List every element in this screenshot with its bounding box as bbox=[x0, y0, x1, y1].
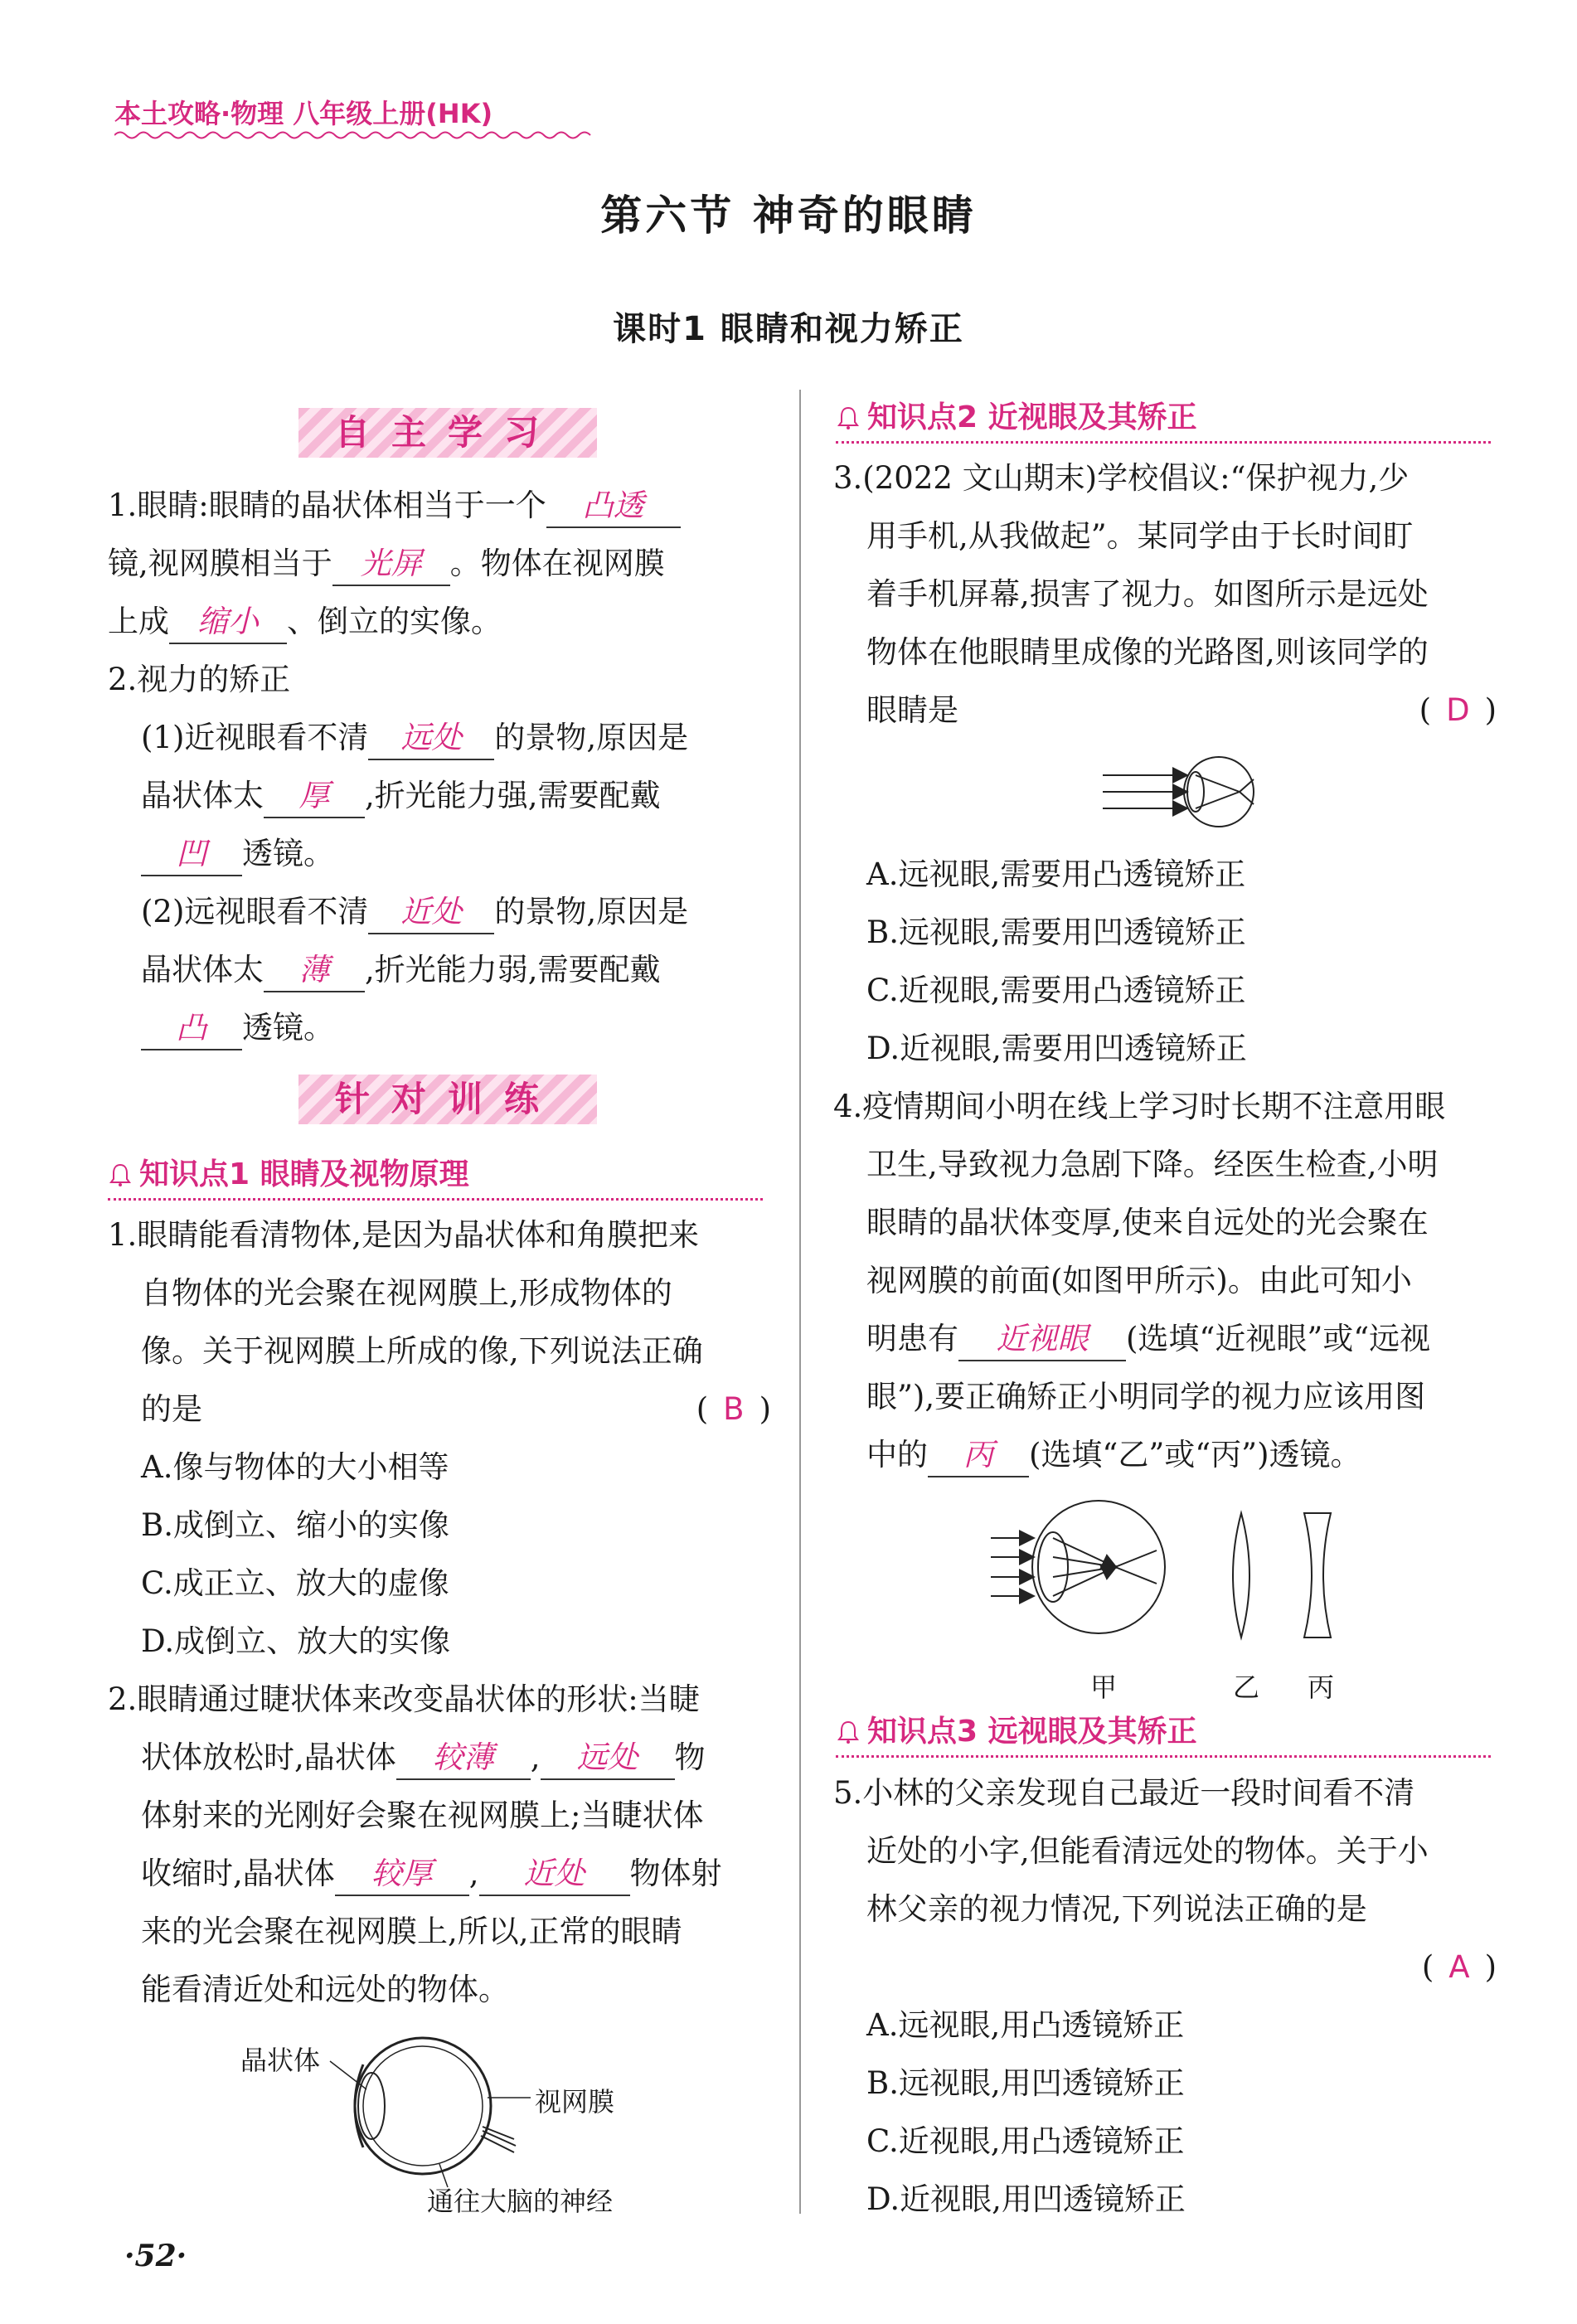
bell-icon bbox=[836, 405, 861, 430]
q1-line: 1.眼睛能看清物体,是因为晶状体和角膜把来 bbox=[108, 1217, 700, 1253]
q2-line: 2.眼睛通过睫状体来改变晶状体的形状:当睫 bbox=[108, 1681, 700, 1717]
answer-blank: 缩小 bbox=[169, 601, 287, 644]
lesson-subtitle: 课时1 眼睛和视力矫正 bbox=[613, 310, 964, 348]
answer-blank: 厚 bbox=[264, 775, 365, 818]
q4-line: 卫生,导致视力急剧下降。经医生检查,小明 bbox=[866, 1147, 1439, 1182]
question-1 bbox=[108, 1206, 771, 1671]
ss-q2-2-line3: 凸 透镜。 bbox=[108, 999, 771, 1057]
self-study-banner: 自主学习 bbox=[298, 408, 597, 458]
answer-blank: 远处 bbox=[368, 717, 494, 760]
option: A.像与物体的大小相等 bbox=[141, 1449, 449, 1485]
q1-line: 的是 ( B ) bbox=[108, 1380, 771, 1439]
q4-line: 视网膜的前面(如图甲所示)。由此可知小 bbox=[866, 1263, 1412, 1298]
ss-q2-1-line2: 晶状体太 厚 ,折光能力强,需要配戴 bbox=[108, 767, 771, 825]
label-bing: 丙 bbox=[1308, 1671, 1335, 1703]
q2-line: 体射来的光刚好会聚在视网膜上;当睫状体 bbox=[141, 1798, 704, 1833]
answer-paren: ( A ) bbox=[1421, 1949, 1497, 1985]
option: A.远视眼,需要用凸透镜矫正 bbox=[866, 856, 1246, 892]
q5-line: 近处的小字,但能看清远处的物体。关于小 bbox=[866, 1833, 1429, 1869]
q4-line: 中的 丙 (选填“乙”或“丙”)透镜。 bbox=[833, 1426, 1497, 1484]
answer-blank: 丙 bbox=[928, 1434, 1029, 1477]
question-5 bbox=[833, 1764, 1497, 2229]
q3-line: 用手机,从我做起”。某同学由于长时间盯 bbox=[866, 518, 1414, 554]
ss-q2-2-line1: (2)远视眼看不清 近处 的景物,原因是 bbox=[108, 883, 771, 941]
q2-line: 能看清近处和远处的物体。 bbox=[141, 1972, 509, 2007]
self-study-block bbox=[108, 477, 771, 1057]
bell-icon bbox=[836, 1720, 861, 1744]
option: D.近视眼,用凹透镜矫正 bbox=[866, 2181, 1186, 2217]
ss-q2-1-line1: (1)近视眼看不清 远处 的景物,原因是 bbox=[108, 709, 771, 767]
q3-line: 物体在他眼睛里成像的光路图,则该同学的 bbox=[866, 634, 1429, 670]
ss-q1-line1: 1.眼睛:眼睛的晶状体相当于一个 凸透 bbox=[108, 477, 771, 535]
q3-line: 眼睛是 ( D ) bbox=[833, 682, 1497, 740]
answer-blank: 薄 bbox=[264, 949, 365, 992]
question-3 bbox=[833, 449, 1497, 740]
answer-paren: ( B ) bbox=[696, 1391, 771, 1427]
answer-blank: 较薄 bbox=[396, 1737, 531, 1780]
section-title: 第六节 神奇的眼睛 bbox=[600, 192, 977, 240]
knowledge-point-1: 知识点1 眼睛及视物原理 bbox=[108, 1151, 763, 1201]
label-yi: 乙 bbox=[1233, 1671, 1260, 1703]
eye-anatomy-figure bbox=[240, 2031, 655, 2217]
answer-blank: 近处 bbox=[479, 1853, 630, 1896]
q4-line: 眼睛的晶状体变厚,使来自远处的光会聚在 bbox=[866, 1205, 1429, 1240]
bell-icon bbox=[108, 1162, 133, 1187]
answer-blank: 较厚 bbox=[335, 1853, 469, 1896]
label-retina: 视网膜 bbox=[535, 2086, 615, 2118]
option: B.远视眼,用凹透镜矫正 bbox=[866, 2065, 1185, 2101]
q5-line: 林父亲的视力情况,下列说法正确的是 bbox=[866, 1891, 1367, 1927]
header-wave-decoration bbox=[114, 129, 595, 141]
q4-figure bbox=[991, 1492, 1356, 1708]
q4-lens-diagram bbox=[991, 1492, 1356, 1667]
option: D.近视眼,需要用凹透镜矫正 bbox=[866, 1031, 1247, 1066]
label-lens: 晶状体 bbox=[240, 2045, 321, 2076]
answer-blank: 凸 bbox=[141, 1007, 242, 1050]
q4-line: 眼”),要正确矫正小明同学的视力应该用图 bbox=[866, 1379, 1426, 1414]
answer-blank: 远处 bbox=[541, 1737, 675, 1780]
answer-blank: 凹 bbox=[141, 833, 242, 876]
answer-paren: ( D ) bbox=[1419, 692, 1497, 728]
option: C.近视眼,用凸透镜矫正 bbox=[866, 2123, 1185, 2159]
q4-line: 明患有 近视眼 (选填“近视眼”或“远视 bbox=[833, 1310, 1497, 1368]
ss-q2-1-line3: 凹 透镜。 bbox=[108, 825, 771, 883]
ss-q1-line3: 上成 缩小 、倒立的实像。 bbox=[108, 593, 771, 651]
q1-line: 自物体的光会聚在视网膜上,形成物体的 bbox=[141, 1275, 672, 1311]
q5-line: 5.小林的父亲发现自己最近一段时间看不清 bbox=[833, 1775, 1415, 1811]
q3-line: 3.(2022 文山期末)学校倡议:“保护视力,少 bbox=[833, 460, 1410, 496]
answer-blank: 凸透 bbox=[546, 485, 681, 528]
answer-blank: 近处 bbox=[368, 891, 494, 934]
option: C.近视眼,需要用凸透镜矫正 bbox=[866, 973, 1246, 1008]
q1-line: 像。关于视网膜上所成的像,下列说法正确 bbox=[141, 1333, 703, 1369]
answer-blank: 近视眼 bbox=[958, 1318, 1126, 1361]
answer-blank: 光屏 bbox=[332, 543, 450, 586]
q2-line: 状体放松时,晶状体 较薄 , 远处 物 bbox=[108, 1729, 771, 1787]
training-banner: 针对训练 bbox=[298, 1075, 597, 1124]
page-number: ·52· bbox=[124, 2239, 187, 2273]
option: D.成倒立、放大的实像 bbox=[141, 1623, 451, 1659]
q3-options bbox=[866, 846, 1497, 1078]
q3-line: 着手机屏幕,损害了视力。如图所示是远处 bbox=[866, 576, 1429, 612]
knowledge-point-3: 知识点3 远视眼及其矫正 bbox=[836, 1708, 1491, 1758]
knowledge-point-2: 知识点2 近视眼及其矫正 bbox=[836, 394, 1491, 444]
option: A.远视眼,用凸透镜矫正 bbox=[866, 2007, 1185, 2043]
q5-answer-line bbox=[833, 1938, 1497, 1997]
q2-line: 收缩时,晶状体 较厚 , 近处 物体射 bbox=[108, 1845, 771, 1903]
q4-line: 4.疫情期间小明在线上学习时长期不注意用眼 bbox=[833, 1089, 1446, 1124]
q2-line: 来的光会聚在视网膜上,所以,正常的眼睛 bbox=[141, 1914, 682, 1949]
option: C.成正立、放大的虚像 bbox=[141, 1565, 449, 1601]
option: B.成倒立、缩小的实像 bbox=[141, 1507, 449, 1543]
option: B.远视眼,需要用凹透镜矫正 bbox=[866, 915, 1246, 950]
ss-q1-line2: 镜,视网膜相当于 光屏 。物体在视网膜 bbox=[108, 535, 771, 593]
label-nerve: 通往大脑的神经 bbox=[427, 2186, 614, 2217]
column-divider bbox=[799, 390, 801, 2214]
question-4 bbox=[833, 1078, 1497, 1484]
myopia-ray-diagram bbox=[1103, 754, 1269, 829]
book-header: 本土攻略·物理 八年级上册(HK) bbox=[114, 98, 493, 129]
ss-q2-2-line2: 晶状体太 薄 ,折光能力弱,需要配戴 bbox=[108, 941, 771, 999]
ss-q2-title: 2.视力的矫正 bbox=[108, 662, 291, 697]
question-2 bbox=[108, 1671, 771, 2019]
label-jia: 甲 bbox=[1090, 1671, 1118, 1703]
